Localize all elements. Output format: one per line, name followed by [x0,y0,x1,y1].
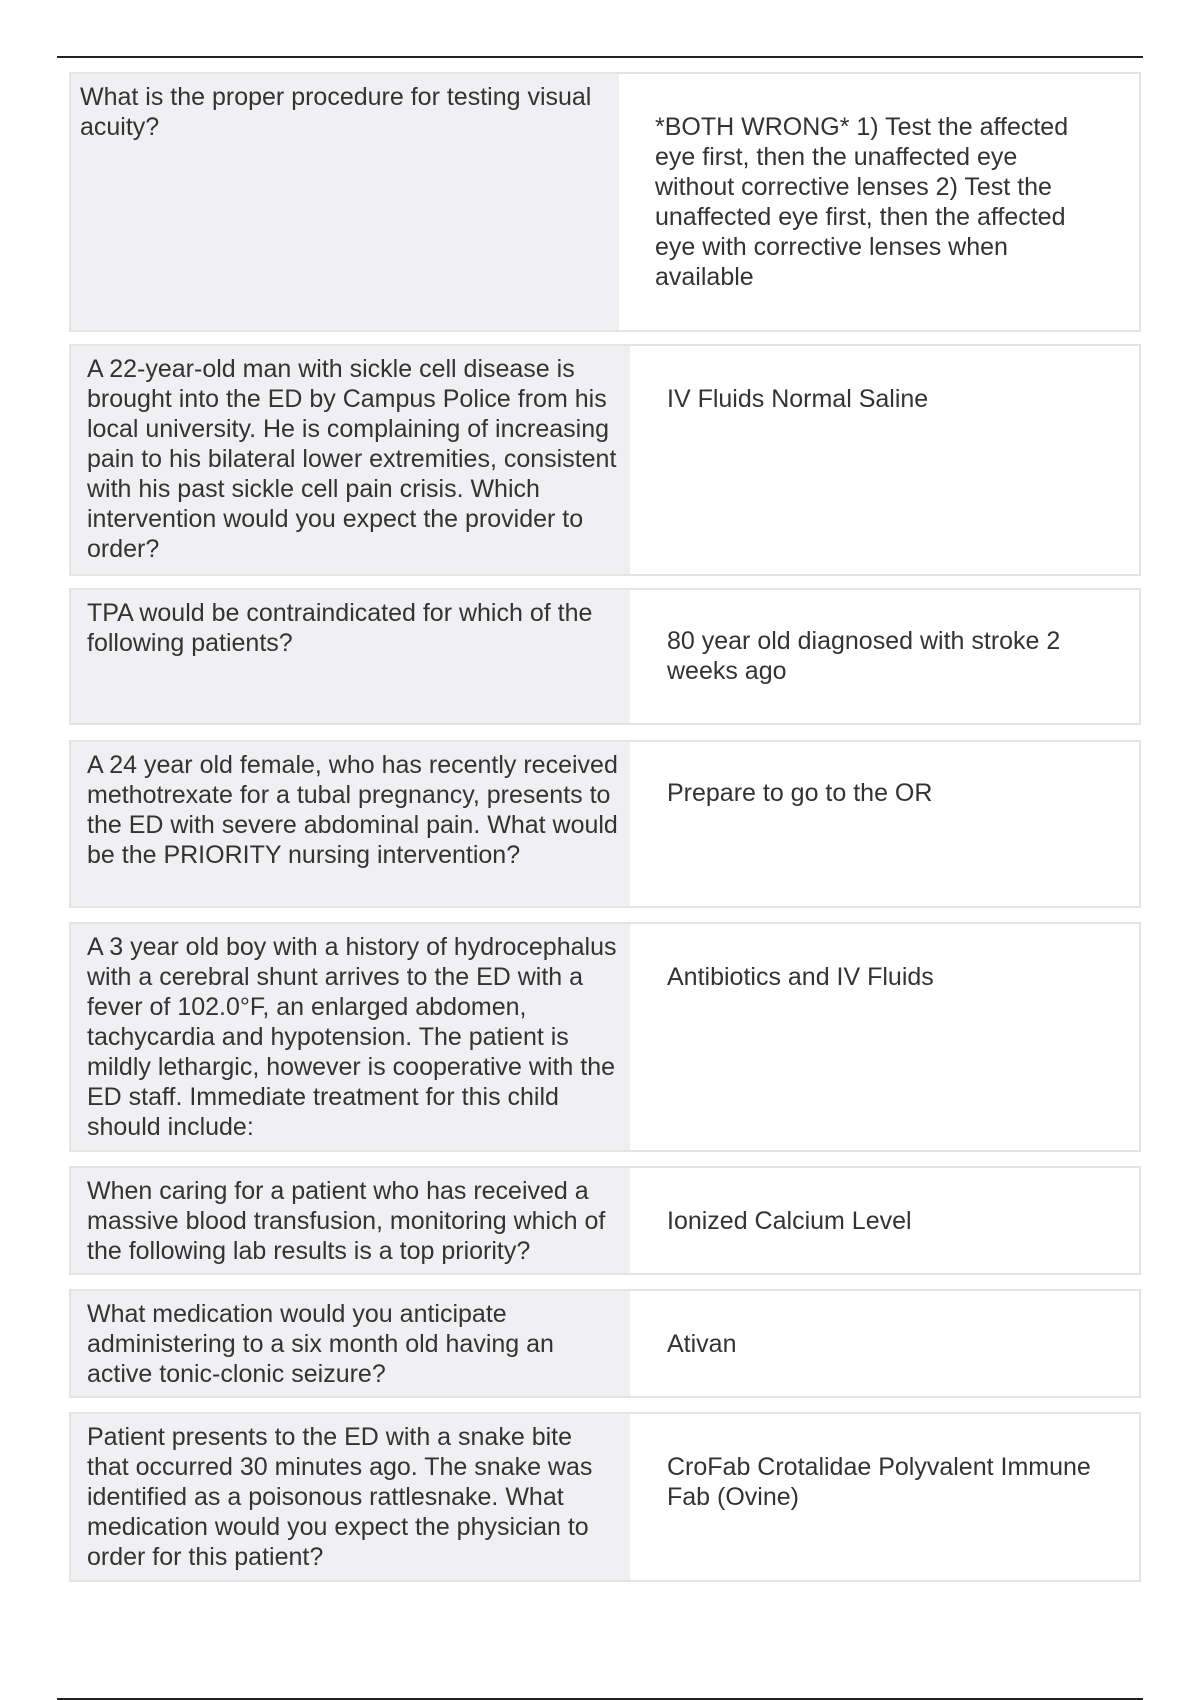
answer-cell: Prepare to go to the OR [667,779,933,807]
answer-cell: CroFab Crotalidae Polyvalent Immune Fab (Ovine) [667,1453,1091,1511]
flashcard-2 [69,344,1141,576]
question-cell: Patient presents to the ED with a snake bite that occurred 30 minutes ago. The snake was identified as a poisonous rattlesnake. What medication would you expect the physician to order for this patient? [71,1414,630,1580]
answer-cell: *BOTH WRONG* 1) Test the affected eye first, then the unaffected eye without corrective lenses 2) Test the unaffected eye first, then the affected eye with corrective lenses when available [655,113,1069,291]
flashcard-8 [69,1412,1141,1582]
answer-cell: Ionized Calcium Level [667,1207,912,1235]
top-rule [57,56,1143,58]
answer-cell: IV Fluids Normal Saline [667,385,929,413]
question-cell: A 24 year old female, who has recently received methotrexate for a tubal pregnancy, presents to the ED with severe abdominal pain. What would be the PRIORITY nursing intervention? [71,742,630,906]
answer-cell: Ativan [667,1330,737,1358]
flashcard-4 [69,740,1141,908]
answer-cell: Antibiotics and IV Fluids [667,963,934,991]
answer-cell: 80 year old diagnosed with stroke 2 weeks ago [667,627,1061,685]
question-cell: What medication would you anticipate administering to a six month old having an active tonic-clonic seizure? [71,1291,630,1396]
question-cell: What is the proper procedure for testing visual acuity? [71,74,619,330]
question-cell: A 22-year-old man with sickle cell disease is brought into the ED by Campus Police from his local university. He is complaining of increasing pain to his bilateral lower extremities, consistent with his past sickle cell pain crisis. Which intervention would you expect the provider to order? [71,346,630,574]
question-cell: A 3 year old boy with a history of hydrocephalus with a cerebral shunt arrives to the ED with a fever of 102.0°F, an enlarged abdomen, tachycardia and hypotension. The patient is mildly lethargic, however is cooperative with the ED staff. Immediate treatment for this child should include: [71,924,630,1150]
flashcard-7 [69,1289,1141,1398]
flashcard-5 [69,922,1141,1152]
flashcard-1 [69,72,1141,332]
question-cell: When caring for a patient who has received a massive blood transfusion, monitoring which of the following lab results is a top priority? [71,1168,630,1273]
flashcard-3 [69,588,1141,725]
flashcard-6 [69,1166,1141,1275]
question-cell: TPA would be contraindicated for which of the following patients? [71,590,630,723]
